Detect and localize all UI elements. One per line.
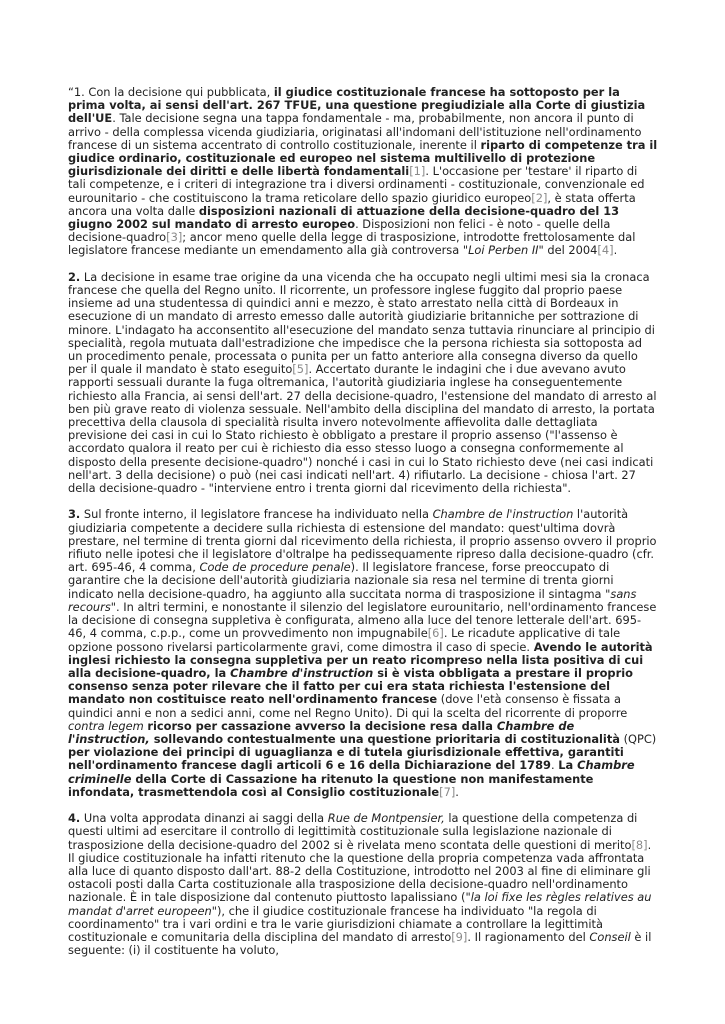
bold-text: La [558, 758, 578, 773]
footnote-link[interactable]: [4] [597, 243, 614, 258]
text-run: " del 2004 [538, 243, 598, 258]
text-run: . Tale decisione segna una tappa fondamentale - ma, probabilmente, non ancora il punto di arrivo - della complessa vicenda giudiziaria, originatasi all'indomani dell'istituzione nell'ordinamento francese di un sistema accentrato di controllo costituzionale, inerente il [68, 111, 642, 152]
bold-text: disposizioni nazionali di attuazione della decisione-quadro del 13 giugno 2002 sul mandato di arresto europeo [68, 203, 620, 232]
text-run: è il seguente: (i) il costituente ha voluto, [68, 929, 652, 958]
bold-text: 2. [68, 269, 81, 284]
text-run: (dove l'età consenso è fissata a quindici anni e non a sedici anni, come nel Regno Unito). Di qui la scelta del ricorrente di proporre [68, 692, 628, 720]
italic-text: Conseil [589, 929, 631, 944]
bold-text: Avendo le autorità inglesi richiesto la consegna suppletiva per un reato ricompreso nella lista positiva di cui alla decisione-quadro, la [68, 639, 653, 680]
text-run: . [550, 758, 559, 773]
bold-text: il giudice costituzionale francese ha sottoposto per la prima volta, ai sensi dell'art. 267 TFUE, una questione pregiudiziale alla Corte di giustizia dell'UE [68, 85, 646, 126]
italic-text: Chambre de l'instruction [432, 507, 574, 522]
paragraph-3 [68, 508, 658, 798]
footnote-link[interactable]: [5] [292, 362, 309, 377]
footnote-link[interactable]: [1] [409, 164, 426, 179]
bold-text: sollevando contestualmente una questione prioritaria di costituzionalità [149, 731, 620, 746]
bold-italic-text: Chambre criminelle [68, 758, 635, 786]
bold-text: ricorso per cassazione avverso la decisione resa dalla [147, 718, 497, 733]
bold-text: 3. [68, 507, 81, 522]
text-run: La decisione in esame trae origine da una vicenda che ha occupato negli ultimi mesi sia la cronaca francese che quella del Regno unito. Il ricorrente, un professore inglese fuggito dal proprio paese insieme ad una studentessa di quindici anni e mezzo, è stato arrestato nella città di Bordeaux in esecuzione di un mandato di arresto emesso dalle autorità giudiziarie britanniche per sottrazione di minore. L'indagato ha acconsentito all'esecuzione del mandato senza tuttavia rinunciare al principio di specialità, regola mutuata dall'estradizione che impedisce che la persona richiesta sia sottoposta ad un procedimento penale, processata o punita per un fatto anteriore alla consegna diverso da quello per il quale il mandato è stato eseguito [68, 269, 655, 377]
text-run: ). Il legislatore francese, forse preoccupato di garantire che la decisione dell'autorità giudiziaria nazionale sia resa nel termine di trenta giorni indicato nella decisione-quadro, ha aggiunto alla succitata norma di trasposizione il sintagma " [68, 560, 614, 601]
bold-text: riparto di competenze tra il giudice ordinario, costituzionale ed europeo nel sistema multilivello di protezione giurisdizionale dei diritti e delle libertà fondamentali [68, 137, 658, 179]
paragraph-1 [68, 86, 658, 258]
text-run: . Accertato durante le indagini che i due avevano avuto rapporti sessuali durante la fuga oltremanica, l'autorità giudiziaria inglese ha conseguentemente richiesto alla Francia, ai sensi dell'art. 27 della decisione-quadro, l'estensione del mandato di arresto al ben più grave reato di violenza sessuale. Nell'ambito della disciplina del mandato di arresto, la portata precettiva della clausola di specialità risulta invero notevolmente affievolita dalle dettagliata previsione dei casi in cui lo Stato richiesto è obbligato a prestare il proprio assenso ("l'assenso è accordato qualora il reato per cui è richiesto dia esso stesso luogo a consegna conformemente al disposto della presente decisione-quadro") nonché i casi in cui lo Stato richiesto deve (nei casi indicati nell'art. 3 della decisione) o può (nei casi indicati nell'art. 4) rifiutarlo. La decisione - chiosa l'art. 27 della decisione-quadro - "interviene entro i trenta giorni dal ricevimento della richiesta". [68, 362, 657, 496]
footnote-link[interactable]: [2] [531, 190, 548, 205]
footnote-link[interactable]: [9] [451, 929, 468, 944]
text-run: ; ancor meno quelle della legge di trasposizione, introdotte frettolosamente dal legislatore francese mediante un emendamento alla già controversa " [68, 230, 636, 258]
italic-text: contra legem [68, 718, 144, 733]
text-run: . Il giudice costituzionale ha infatti ritenuto che la questione della propria competenza vada affrontata alla luce di quanto disposto dall'art. 88-2 della Costituzione, introdotto nel 2003 al fine di eliminare gli ostacoli posti dalla Carta costituzionale alla trasposizione della decisione-quadro nell'ordinamento nazionale. È in tale disposizione dal contenuto piuttosto lapalissiano (" [68, 837, 652, 905]
text-run: “1. Con la decisione qui pubblicata, [68, 85, 274, 99]
text-run: . [613, 243, 618, 258]
footnote-link[interactable]: [7] [439, 784, 456, 799]
text-run: la questione della competenza di questi ultimi ad esercitare il controllo di legittimità costituzionale sulla legislazione nazionale di trasposizione della decisione-quadro del 2002 si è rivelata meno scontata delle questioni di merito [68, 811, 638, 852]
footnote-link[interactable]: [6] [427, 626, 444, 641]
italic-text: Code de procedure penale [199, 560, 351, 575]
document-body [68, 86, 658, 971]
italic-text: Rue de Montpensier, [327, 811, 445, 826]
italic-text: sans recours [68, 586, 637, 614]
text-run: , è stata offerta ancora una volta dalle [68, 190, 636, 218]
text-run: . [455, 784, 459, 799]
italic-text: la loi fixe les règles relatives au mandat d'arret europeen [68, 890, 652, 918]
text-run: l'autorità giudiziaria competente a decidere sulla richiesta di estensione del mandato: quest'ultima dovrà prestare, nel termine di trenta giorni dal ricevimento della richiesta, il proprio assenso ovvero il proprio rifiuto nelle ipotesi che il legislatore d'oltralpe ha pedissequamente ripreso dalla decisione-quadro (cfr. art. 695-46, 4 comma, [68, 507, 657, 575]
text-run: . Il ragionamento del [467, 929, 590, 944]
bold-text: 4. [68, 811, 81, 826]
paragraph-4 [68, 812, 658, 957]
italic-text: Loi Perben II [468, 243, 539, 258]
text-run: ". In altri termini, e nonostante il silenzio del legislatore eurounitario, nell'ordinamento francese la decisione di consegna suppletiva è configurata, almeno alla luce del tenore letterale dell'art. 695-46, 4 comma, c.p.p., come un provvedimento non impugnabile [68, 599, 657, 641]
bold-italic-text: Chambre de l'instruction, [68, 718, 575, 746]
bold-text: si è vista obbligata a prestare il proprio consenso senza poter rilevare che il fatto per cui era stata richiesta l'estensione del mandato non costituisce reato nell'ordinamento francese [68, 665, 633, 707]
footnote-link[interactable]: [3] [166, 230, 183, 245]
text-run: . Disposizioni non felici - è noto - quelle della decisione-quadro [68, 217, 611, 245]
bold-text: per violazione dei principi di uguaglianza e di tutela giurisdizionale effettiva, garantiti nell'ordinamento francese dagli articoli 6 e 16 della Dichiarazione del 1789 [68, 745, 624, 773]
paragraph-2 [68, 271, 658, 495]
text-run: Sul fronte interno, il legislatore francese ha individuato nella [80, 507, 433, 522]
bold-text: della Corte di Cassazione ha ritenuto la questione non manifestamente infondata, trasmettendola così al Consiglio costituzionale [68, 771, 594, 799]
footnote-link[interactable]: [8] [631, 837, 648, 852]
text-run: (QPC) [619, 731, 657, 746]
text-run: "), che il giudice costituzionale francese ha individuato "la regola di coordinamento" tra i vari ordini e tra le varie giurisdizioni chiamate a controllare la legittimità costituzionale e comunitaria della disciplina del mandato di arresto [68, 903, 603, 944]
text-run: . L'occasione per 'testare' il riparto di tali competenze, e i criteri di integrazione tra i diversi ordinamenti - costituzionale, convenzionale ed eurounitario - che costituiscono la trama reticolare dello spazio giuridico europeo [68, 164, 645, 205]
text-run: Una volta approdata dinanzi ai saggi della [80, 811, 328, 826]
bold-italic-text: Chambre d'instruction [230, 665, 374, 680]
text-run: . Le ricadute applicative di tale opzione possono rivelarsi particolarmente gravi, come dimostra il caso di specie. [68, 626, 621, 654]
